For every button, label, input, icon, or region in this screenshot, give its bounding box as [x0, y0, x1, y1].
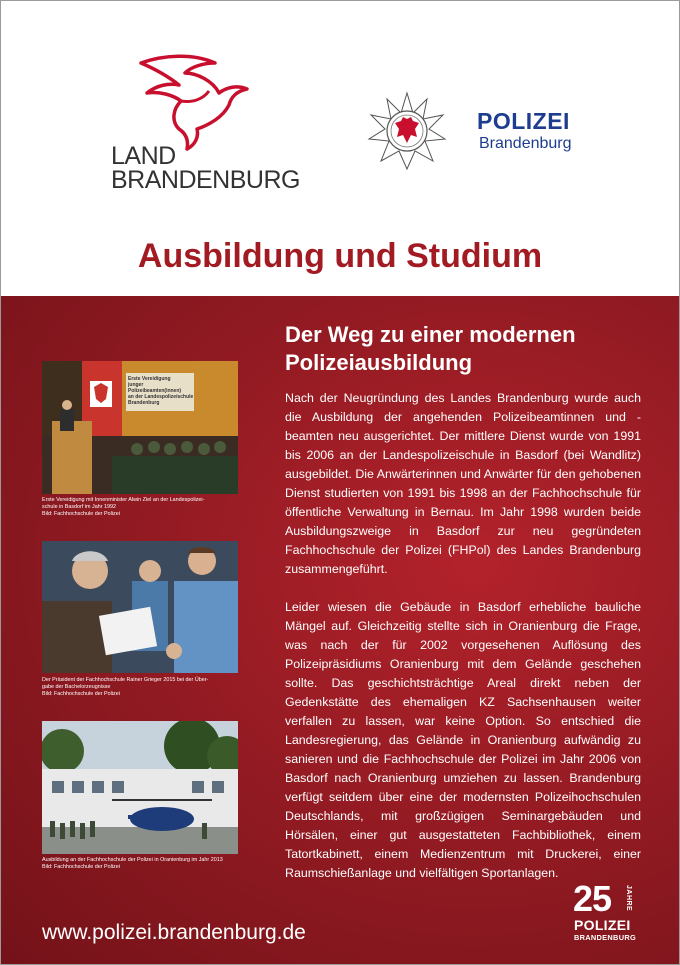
- badge-number: 25: [573, 878, 612, 919]
- header-section: [1, 1, 679, 296]
- article-paragraph-1: Nach der Neugründung des Landes Brandenburg wurde auch die Ausbildung der angehenden Polizeibeamtinnen und -beamten neu ausgerichtet. Der mittlere Dienst wurde von 1991 bis 2006 an der Landespolizeischule in Basdorf (bei Wandlitz) ausgebildet. Die Anwärterinnen und Anwärter für den gehobenen Dienst studierten von 1991 bis 1998 an der Fachhochschule für öffentliche Verwaltung in Bernau. Im Jahr 1998 wurden beide Ausbildungszweige in Basdorf zur neu gegründeten Fachhochschule der Polizei (FHPol) des Landes Brandenburg zusammengeführt.: [285, 391, 641, 576]
- banner-line-3: an der Landespolizeischule Brandenburg: [128, 394, 194, 406]
- badge-brandenburg: BRANDENBURG: [574, 933, 637, 942]
- photo-caption-2: [42, 677, 242, 698]
- brandenburg-eagle-icon: [133, 51, 253, 151]
- caption-line: schule in Basdorf im Jahr 1992: [42, 504, 117, 510]
- caption-line: Ausbildung an der Fachhochschule der Polizei in Oranienburg im Jahr 2013: [42, 857, 223, 863]
- photo-ausbildung-image: [42, 721, 238, 854]
- caption-line: Bild: Fachhochschule der Polizei: [42, 864, 120, 870]
- caption-line: Erste Vereidigung mit Innenminister Alwin Ziel an der Landespolizei-: [42, 497, 205, 503]
- caption-line: Bild: Fachhochschule der Polizei: [42, 511, 120, 517]
- photo-zeugnisse: [42, 541, 238, 673]
- caption-line: Der Präsident der Fachhochschule Rainer Grieger 2015 bei der Über-: [42, 677, 209, 683]
- land-logo-line1: LAND: [111, 142, 176, 170]
- photo-caption-1: [42, 497, 242, 518]
- photo-banner-text: [128, 376, 194, 406]
- website-link[interactable]: www.polizei.brandenburg.de: [42, 921, 306, 944]
- photo-zeugnisse-image: [42, 541, 238, 673]
- land-logo-line2: BRANDENBURG: [111, 166, 300, 194]
- banner-line-2: junger Polizeibeamten(innen): [128, 382, 182, 394]
- polizei-logo-title: POLIZEI: [477, 108, 570, 134]
- police-star-icon: [367, 91, 447, 171]
- polizei-logo-subtitle: Brandenburg: [479, 135, 572, 152]
- banner-line-1: Erste Vereidigung: [128, 376, 171, 382]
- photo-ausbildung: [42, 721, 238, 854]
- caption-line: Bild: Fachhochschule der Polizei: [42, 691, 120, 697]
- page-title: Ausbildung und Studium: [137, 237, 543, 275]
- article-heading: [285, 321, 645, 377]
- caption-line: gabe der Bachelorzeugnisse: [42, 684, 111, 690]
- badge-polizei: POLIZEI: [574, 917, 631, 933]
- article-paragraph-2: Leider wiesen die Gebäude in Basdorf erhebliche bauliche Mängel auf. Gleichzeitig stellte sich in Oranienburg die Frage, was nach der für 2002 vorgesehenen Auflösung des Polizeipräsidiums Oranienburg mit dem Gelände geschehen sollte. Das geschichtsträchtige Areal direkt neben der Gedenkstätte des ehemaligen KZ Sachsenhausen weiter verfallen zu lassen, war keine Option. So entschied die Landesregierung, das Gelände in Oranienburg aufwändig zu sanieren und die Fachhochschule der Polizei im Jahr 2006 von Basdorf nach Oranienburg umziehen zu lassen. Brandenburg verfügt seitdem über eine der modernsten Polizeihochschulen Deutschlands, mit großzügigen Seminargebäuden und Hörsälen, einer gut ausgestatteten Fachbibliothek, einem Tatortkabinett, einem Medienzentrum mit Druckerei, einer Raumschießanlage und vielfältigen Sportanlagen.: [285, 600, 641, 880]
- photo-caption-3: [42, 857, 242, 871]
- heading-line-2: Polizeiausbildung: [285, 350, 473, 375]
- photo-vereidigung: [42, 361, 238, 494]
- badge-jahre: JAHRE: [625, 885, 632, 912]
- heading-line-1: Der Weg zu einer modernen: [285, 322, 576, 347]
